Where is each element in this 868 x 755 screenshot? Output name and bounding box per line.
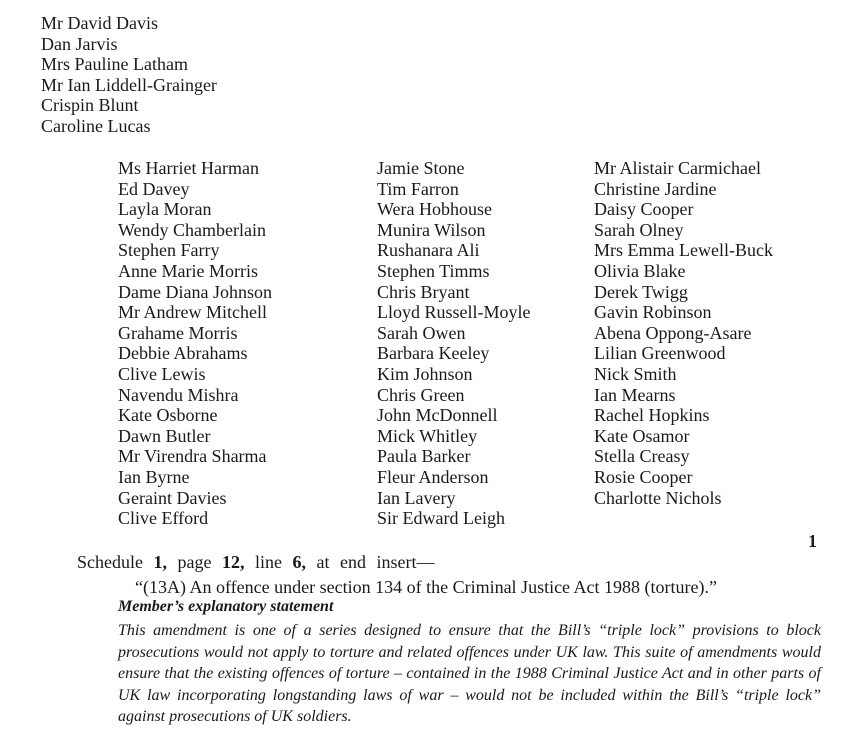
supporter-name: Rachel Hopkins	[594, 405, 710, 426]
supporter-name: Mr Ian Liddell-Grainger	[41, 74, 217, 95]
supporter-name: Kate Osborne	[118, 405, 218, 426]
supporter-name: Kate Osamor	[594, 425, 690, 446]
supporter-name: Mrs Emma Lewell-Buck	[594, 240, 773, 261]
supporters-column-2	[377, 158, 531, 529]
supporter-name: Wendy Chamberlain	[118, 219, 267, 240]
supporter-name: Lilian Greenwood	[594, 343, 726, 364]
supporter-name: Kim Johnson	[377, 363, 473, 384]
supporter-name: Sir Edward Leigh	[377, 508, 505, 529]
supporter-name: Dan Jarvis	[41, 33, 118, 54]
supporter-name: Ian Mearns	[594, 384, 676, 405]
supporter-name: Clive Lewis	[118, 363, 206, 384]
line-number: 6,	[292, 552, 306, 572]
supporter-name: Stella Creasy	[594, 446, 690, 467]
supporter-name: Sarah Olney	[594, 219, 684, 240]
instruction-action: at end insert—	[316, 552, 435, 572]
supporter-name: Crispin Blunt	[41, 95, 139, 116]
supporter-name: Jamie Stone	[377, 158, 465, 178]
supporter-name: Paula Barker	[377, 446, 471, 467]
supporters-column-1	[118, 158, 272, 529]
supporter-name: Stephen Farry	[118, 240, 220, 261]
supporter-name: Ms Harriet Harman	[118, 158, 259, 178]
supporter-name: Tim Farron	[377, 178, 459, 199]
supporter-name: Rosie Cooper	[594, 466, 693, 487]
supporter-name: Ed Davey	[118, 178, 190, 199]
explanatory-statement-heading: Member’s explanatory statement	[118, 598, 334, 615]
supporter-name: Mr David Davis	[41, 13, 158, 33]
supporter-name: Mr Alistair Carmichael	[594, 158, 761, 178]
page-number: 12,	[221, 552, 245, 572]
supporter-name: Mrs Pauline Latham	[41, 54, 188, 75]
supporter-name: Nick Smith	[594, 363, 677, 384]
supporter-name: Derek Twigg	[594, 281, 688, 302]
supporter-name: Mr Virendra Sharma	[118, 446, 267, 467]
supporter-name: Abena Oppong-Asare	[594, 322, 752, 343]
amendment-instruction	[77, 552, 434, 573]
supporter-name: Anne Marie Morris	[118, 260, 258, 281]
schedule-number: 1,	[153, 552, 167, 572]
supporter-name: Munira Wilson	[377, 219, 486, 240]
inserted-text: “(13A) An offence under section 134 of the Criminal Justice Act 1988 (torture).”	[135, 577, 718, 597]
supporter-name: Lloyd Russell-Moyle	[377, 302, 531, 323]
supporter-name: Daisy Cooper	[594, 199, 694, 220]
supporter-name: Mr Andrew Mitchell	[118, 302, 267, 323]
supporter-name: Ian Lavery	[377, 487, 456, 508]
line-label: line	[254, 552, 282, 572]
supporter-name: Charlotte Nichols	[594, 487, 722, 508]
supporter-name: Navendu Mishra	[118, 384, 239, 405]
lead-supporters-list	[41, 13, 217, 137]
supporter-name: John McDonnell	[377, 405, 498, 426]
supporter-name: Sarah Owen	[377, 322, 466, 343]
supporter-name: Layla Moran	[118, 199, 212, 220]
supporter-name: Chris Bryant	[377, 281, 470, 302]
supporter-name: Caroline Lucas	[41, 115, 151, 136]
explanatory-statement-body: This amendment is one of a series designed to ensure that the Bill’s “triple lock” provisions to block prosecutions would not apply to torture and related offences under UK law. This suite of amendments would ensure that the existing offences of torture – contained in the 1988 Criminal Justice Act and in other parts of UK law incorporating longstanding laws of war – would not be included within the Bill’s “triple lock” against prosecutions of UK soldiers.	[118, 622, 821, 725]
supporter-name: Gavin Robinson	[594, 302, 712, 323]
amendment-number: 1	[808, 531, 817, 551]
supporter-name: Fleur Anderson	[377, 466, 489, 487]
supporter-name: Grahame Morris	[118, 322, 238, 343]
supporter-name: Ian Byrne	[118, 466, 190, 487]
supporter-name: Christine Jardine	[594, 178, 717, 199]
supporter-name: Mick Whitley	[377, 425, 478, 446]
supporters-column-3	[594, 158, 773, 508]
supporter-name: Olivia Blake	[594, 260, 686, 281]
supporter-name: Dame Diana Johnson	[118, 281, 272, 302]
supporter-name: Chris Green	[377, 384, 465, 405]
supporter-name: Stephen Timms	[377, 260, 490, 281]
supporter-name: Clive Efford	[118, 508, 209, 529]
supporter-name: Dawn Butler	[118, 425, 211, 446]
supporter-name: Rushanara Ali	[377, 240, 480, 261]
supporter-name: Wera Hobhouse	[377, 199, 493, 220]
supporter-name: Geraint Davies	[118, 487, 227, 508]
supporter-name: Barbara Keeley	[377, 343, 490, 364]
supporter-name: Debbie Abrahams	[118, 343, 248, 364]
schedule-label: Schedule	[77, 552, 143, 572]
page-label: page	[177, 552, 212, 572]
